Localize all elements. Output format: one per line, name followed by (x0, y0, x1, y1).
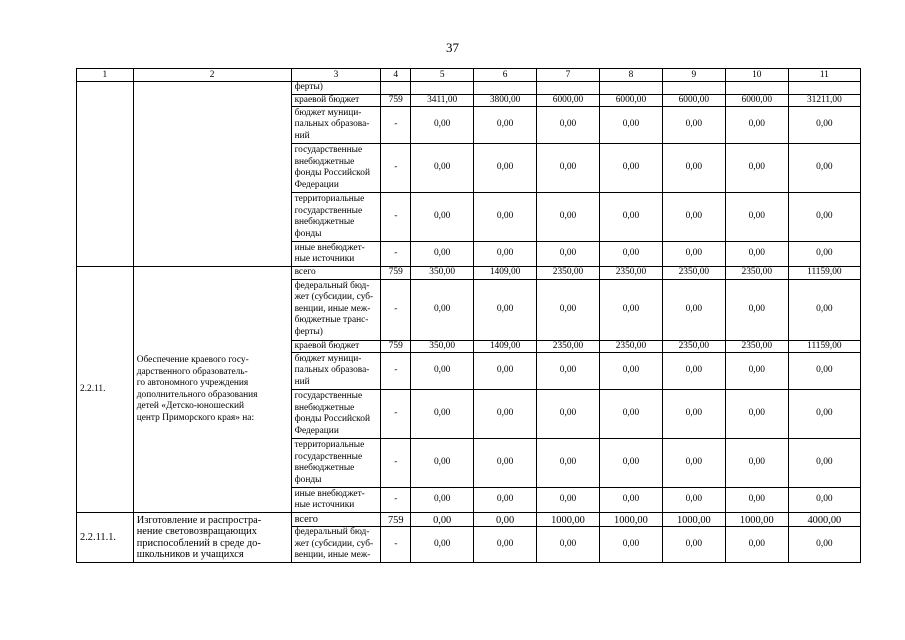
value-cell: 0,00 (411, 193, 474, 242)
value-cell: 0,00 (537, 527, 600, 563)
value-cell: 0,00 (474, 107, 537, 144)
item-name-cell (133, 267, 291, 513)
value-cell: 0,00 (788, 279, 860, 340)
funding-source-line: государственные (294, 451, 363, 462)
funding-source-line: ферты) (294, 326, 323, 337)
code-cell: 759 (381, 94, 411, 107)
funding-source-line: венции, иные меж- (294, 303, 371, 314)
value-cell: 0,00 (788, 488, 860, 513)
value-cell: 0,00 (537, 488, 600, 513)
header-cell: 5 (411, 69, 474, 82)
value-cell: 0,00 (662, 279, 725, 340)
value-cell: 0,00 (788, 107, 860, 144)
funding-source-line: государственные (294, 205, 363, 216)
funding-source-cell (291, 340, 381, 353)
funding-source-line: территориальные (294, 440, 365, 450)
code-cell: - (381, 439, 411, 488)
code-cell: - (381, 193, 411, 242)
funding-source-cell (291, 390, 381, 439)
value-cell: 0,00 (411, 439, 474, 488)
table-row (77, 513, 861, 527)
value-cell: 0,00 (599, 353, 662, 390)
value-cell: 350,00 (411, 267, 474, 280)
value-cell: 0,00 (411, 279, 474, 340)
item-name-line: детей «Детско-юношеский (136, 401, 244, 411)
value-cell: 2350,00 (537, 267, 600, 280)
value-cell: 0,00 (599, 193, 662, 242)
funding-source-line: ний (294, 376, 310, 387)
value-cell: 0,00 (788, 439, 860, 488)
header-cell: 2 (133, 69, 291, 82)
value-cell: 0,00 (725, 144, 788, 193)
value-cell: 0,00 (537, 144, 600, 193)
funding-source-line: федеральный бюд- (294, 527, 370, 538)
value-cell (725, 82, 788, 95)
value-cell: 0,00 (474, 144, 537, 193)
value-cell: 0,00 (788, 242, 860, 267)
value-cell: 0,00 (725, 107, 788, 144)
value-cell: 0,00 (725, 193, 788, 242)
header-cell: 8 (599, 69, 662, 82)
value-cell: 2350,00 (725, 267, 788, 280)
value-cell: 11159,00 (788, 340, 860, 353)
funding-source-line: ные источники (294, 500, 355, 510)
value-cell: 0,00 (725, 439, 788, 488)
value-cell: 0,00 (599, 439, 662, 488)
value-cell: 0,00 (662, 527, 725, 563)
value-cell: 0,00 (662, 390, 725, 439)
value-cell (662, 82, 725, 95)
funding-source-line: ферты) (294, 82, 323, 92)
item-name-line: Обеспечение краевого госу- (136, 355, 249, 365)
funding-source-line: фонды Российской (294, 414, 370, 424)
value-cell: 1000,00 (725, 513, 788, 527)
value-cell (599, 82, 662, 95)
value-cell: 0,00 (411, 390, 474, 439)
funding-source-line: фонды (294, 474, 322, 485)
code-cell: - (381, 488, 411, 513)
value-cell: 1000,00 (537, 513, 600, 527)
value-cell: 0,00 (788, 527, 860, 563)
value-cell: 1000,00 (599, 513, 662, 527)
value-cell: 11159,00 (788, 267, 860, 280)
value-cell (788, 82, 860, 95)
value-cell: 0,00 (599, 107, 662, 144)
page-number: 37 (446, 40, 459, 55)
code-cell: - (381, 353, 411, 390)
funding-source-line: жет (субсидии, суб- (294, 538, 374, 549)
value-cell: 0,00 (411, 513, 474, 527)
funding-source-line: Федерации (294, 425, 339, 436)
code-cell: - (381, 279, 411, 340)
value-cell: 0,00 (662, 439, 725, 488)
funding-source-line: ные источники (294, 254, 355, 264)
value-cell: 0,00 (725, 390, 788, 439)
value-cell: 2350,00 (725, 340, 788, 353)
header-cell: 1 (77, 69, 134, 82)
value-cell: 0,00 (474, 439, 537, 488)
header-row (77, 69, 861, 82)
item-name-line: нение световозвращающих (136, 526, 257, 537)
value-cell: 2350,00 (599, 340, 662, 353)
value-cell: 3800,00 (474, 94, 537, 107)
item-name-line: центр Приморского края» на: (136, 412, 255, 423)
funding-source-cell (291, 242, 381, 267)
value-cell: 0,00 (662, 353, 725, 390)
value-cell: 0,00 (411, 144, 474, 193)
value-cell: 0,00 (788, 390, 860, 439)
value-cell (411, 82, 474, 95)
table-row (77, 267, 861, 280)
value-cell: 0,00 (599, 279, 662, 340)
funding-source-line: жет (субсидии, суб- (294, 292, 374, 303)
value-cell: 0,00 (474, 353, 537, 390)
value-cell: 0,00 (411, 242, 474, 267)
funding-source-line: бюджетные транс- (294, 315, 369, 326)
funding-source-line: всего (294, 267, 316, 277)
funding-source-line: пальных образова- (294, 365, 370, 376)
value-cell: 0,00 (662, 107, 725, 144)
funding-source-line: бюджет муници- (294, 353, 362, 364)
value-cell: 0,00 (537, 439, 600, 488)
funding-source-cell (291, 107, 381, 144)
funding-source-cell (291, 527, 381, 563)
funding-source-cell (291, 279, 381, 340)
funding-source-line: краевой бюджет (294, 94, 360, 105)
budget-table (76, 68, 861, 563)
value-cell: 0,00 (788, 144, 860, 193)
value-cell: 6000,00 (537, 94, 600, 107)
value-cell: 1409,00 (474, 267, 537, 280)
value-cell: 0,00 (474, 527, 537, 563)
funding-source-cell (291, 144, 381, 193)
funding-source-cell (291, 439, 381, 488)
funding-source-line: Федерации (294, 179, 339, 190)
funding-source-line: внебюджетные (294, 156, 355, 167)
funding-source-line: пальных образова- (294, 119, 370, 130)
funding-source-line: фонды Российской (294, 168, 370, 178)
funding-source-line: бюджет муници- (294, 107, 362, 118)
header-cell: 7 (537, 69, 600, 82)
value-cell: 0,00 (725, 527, 788, 563)
value-cell: 0,00 (474, 193, 537, 242)
funding-source-cell (291, 267, 381, 280)
value-cell: 2350,00 (599, 267, 662, 280)
funding-source-cell (291, 94, 381, 107)
value-cell: 0,00 (599, 242, 662, 267)
value-cell: 0,00 (662, 488, 725, 513)
value-cell: 0,00 (537, 107, 600, 144)
value-cell: 0,00 (537, 242, 600, 267)
funding-source-line: территориальные (294, 194, 365, 204)
value-cell: 0,00 (474, 513, 537, 527)
value-cell: 6000,00 (599, 94, 662, 107)
value-cell: 0,00 (599, 527, 662, 563)
value-cell: 0,00 (474, 279, 537, 340)
table-row (77, 82, 861, 95)
funding-source-line: краевой бюджет (294, 340, 360, 351)
item-name-line: дарственного образователь- (136, 366, 248, 377)
value-cell: 0,00 (537, 390, 600, 439)
value-cell: 0,00 (725, 242, 788, 267)
value-cell: 2350,00 (662, 267, 725, 280)
funding-source-line: внебюджетные (294, 402, 355, 413)
value-cell: 31211,00 (788, 94, 860, 107)
item-name-line: дополнительного образования (136, 389, 258, 400)
value-cell: 3411,00 (411, 94, 474, 107)
value-cell: 0,00 (411, 488, 474, 513)
funding-source-cell (291, 488, 381, 513)
value-cell: 0,00 (788, 353, 860, 390)
value-cell: 0,00 (599, 144, 662, 193)
value-cell: 1409,00 (474, 340, 537, 353)
item-number-cell: 2.2.11. (77, 267, 134, 513)
code-cell: - (381, 144, 411, 193)
code-cell (381, 82, 411, 95)
value-cell: 0,00 (474, 390, 537, 439)
value-cell (537, 82, 600, 95)
header-cell: 10 (725, 69, 788, 82)
value-cell: 0,00 (411, 527, 474, 563)
item-name-cell (133, 513, 291, 563)
value-cell: 1000,00 (662, 513, 725, 527)
value-cell: 0,00 (474, 242, 537, 267)
value-cell: 0,00 (411, 107, 474, 144)
funding-source-line: ний (294, 130, 310, 141)
value-cell: 6000,00 (662, 94, 725, 107)
code-cell: - (381, 107, 411, 144)
item-name-cell (133, 82, 291, 267)
value-cell: 0,00 (599, 488, 662, 513)
code-cell: 759 (381, 340, 411, 353)
funding-source-line: всего (294, 513, 318, 525)
value-cell: 2350,00 (662, 340, 725, 353)
funding-source-cell (291, 193, 381, 242)
value-cell: 0,00 (537, 193, 600, 242)
header-cell: 9 (662, 69, 725, 82)
funding-source-line: венции, иные меж- (294, 550, 371, 561)
value-cell: 0,00 (788, 193, 860, 242)
code-cell: - (381, 242, 411, 267)
funding-source-line: федеральный бюд- (294, 280, 370, 291)
value-cell: 0,00 (411, 353, 474, 390)
funding-source-line: иные внебюджет- (294, 242, 365, 253)
funding-source-cell (291, 513, 381, 527)
header-cell: 6 (474, 69, 537, 82)
value-cell: 0,00 (537, 279, 600, 340)
code-cell: - (381, 390, 411, 439)
item-number-cell (77, 82, 134, 267)
value-cell: 0,00 (599, 390, 662, 439)
code-cell: 759 (381, 513, 411, 527)
funding-source-line: государственные (294, 391, 363, 401)
value-cell: 0,00 (662, 144, 725, 193)
funding-source-line: фонды (294, 228, 322, 239)
funding-source-line: иные внебюджет- (294, 488, 365, 499)
item-name-line: Изготовление и распростра- (136, 514, 262, 526)
value-cell: 6000,00 (725, 94, 788, 107)
item-number-cell: 2.2.11.1. (77, 513, 134, 563)
value-cell: 0,00 (537, 353, 600, 390)
value-cell: 0,00 (725, 488, 788, 513)
item-name-line: школьников и учащихся (136, 549, 244, 560)
funding-source-line: внебюджетные (294, 217, 355, 227)
value-cell: 2350,00 (537, 340, 600, 353)
value-cell: 350,00 (411, 340, 474, 353)
header-cell: 11 (788, 69, 860, 82)
value-cell: 0,00 (725, 279, 788, 340)
header-cell: 3 (291, 69, 381, 82)
code-cell: - (381, 527, 411, 563)
code-cell: 759 (381, 267, 411, 280)
funding-source-line: внебюджетные (294, 463, 355, 473)
value-cell: 0,00 (725, 353, 788, 390)
header-cell: 4 (381, 69, 411, 82)
value-cell (474, 82, 537, 95)
item-name-line: приспособлений в среде до- (136, 537, 261, 549)
value-cell: 0,00 (662, 193, 725, 242)
value-cell: 4000,00 (788, 513, 860, 527)
funding-source-cell (291, 82, 381, 95)
value-cell: 0,00 (662, 242, 725, 267)
funding-source-line: государственные (294, 145, 363, 155)
item-name-line: го автономного учреждения (136, 378, 249, 388)
funding-source-cell (291, 353, 381, 390)
value-cell: 0,00 (474, 488, 537, 513)
